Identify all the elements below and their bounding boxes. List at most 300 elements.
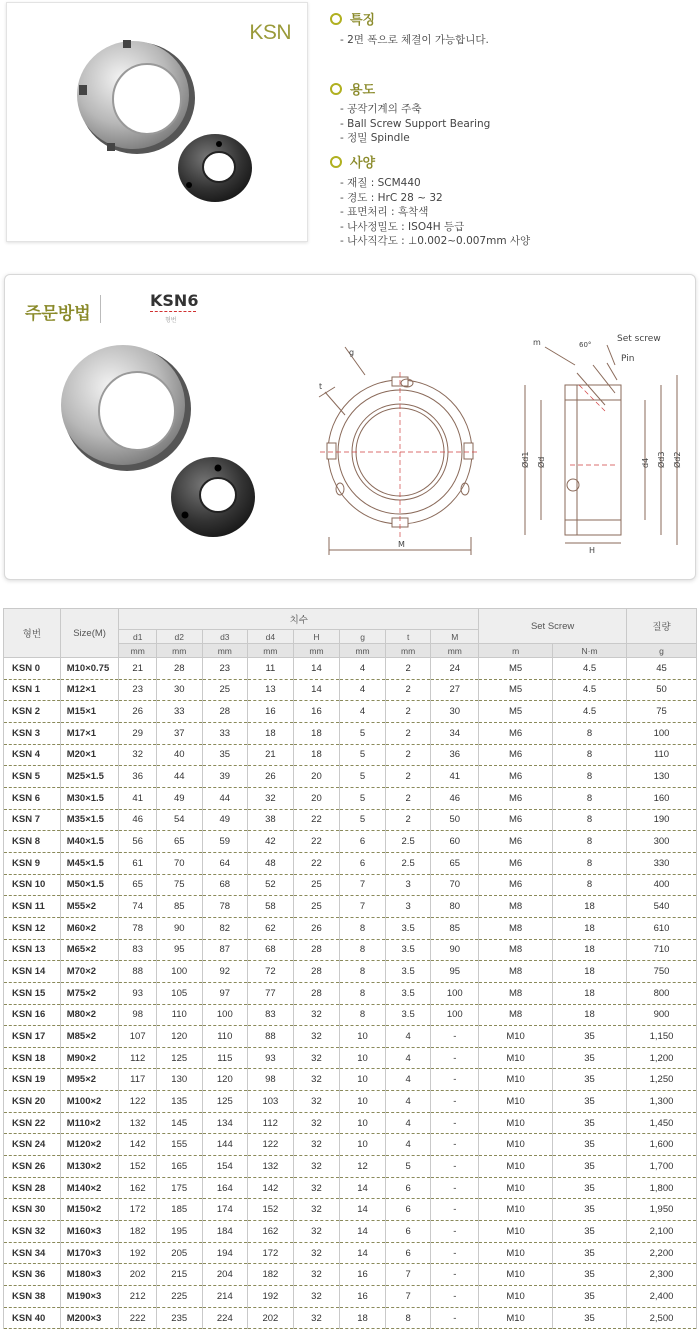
table-cell: M55×2 <box>60 896 119 918</box>
table-cell: 174 <box>202 1199 248 1221</box>
table-cell: M10 <box>479 1091 553 1113</box>
table-cell: 52 <box>248 874 294 896</box>
table-row <box>4 1242 697 1264</box>
table-cell: 132 <box>119 1112 156 1134</box>
table-cell: M60×2 <box>60 917 119 939</box>
table-cell: 125 <box>156 1047 202 1069</box>
table-cell: 36 <box>119 766 156 788</box>
order-code-underline <box>150 311 196 312</box>
table-cell: M50×1.5 <box>60 874 119 896</box>
table-cell: 8 <box>553 874 627 896</box>
table-cell: 90 <box>156 917 202 939</box>
table-cell: KSN 2 <box>4 701 61 723</box>
table-row <box>4 1026 697 1048</box>
table-cell: 8 <box>385 1307 431 1329</box>
table-cell: M180×3 <box>60 1264 119 1286</box>
table-cell: 11 <box>248 658 294 680</box>
table-cell: 65 <box>431 852 479 874</box>
table-cell: KSN 17 <box>4 1026 61 1048</box>
table-cell: M6 <box>479 787 553 809</box>
table-cell: 110 <box>202 1026 248 1048</box>
table-cell: 115 <box>202 1047 248 1069</box>
table-cell: 32 <box>293 1199 340 1221</box>
table-cell: 35 <box>553 1134 627 1156</box>
table-cell: M10 <box>479 1112 553 1134</box>
order-code-caption: 형번 <box>165 317 177 324</box>
table-cell: 2 <box>385 722 431 744</box>
table-cell: 35 <box>553 1177 627 1199</box>
table-cell: 32 <box>293 1221 340 1243</box>
bullet-circle-icon <box>330 156 342 168</box>
table-row <box>4 852 697 874</box>
table-cell: 10 <box>340 1112 386 1134</box>
table-cell: 25 <box>293 874 340 896</box>
table-cell: 68 <box>202 874 248 896</box>
table-cell: 900 <box>627 1004 697 1026</box>
table-cell: 36 <box>431 744 479 766</box>
table-cell: 90 <box>431 939 479 961</box>
table-cell: 32 <box>293 1112 340 1134</box>
list-item: - 나사정밀도 : ISO4H 등급 <box>340 220 465 233</box>
table-cell: - <box>431 1286 479 1308</box>
table-cell: 1,450 <box>627 1112 697 1134</box>
table-cell: 152 <box>119 1156 156 1178</box>
dim-label-t: t <box>319 382 323 391</box>
table-cell: 23 <box>202 658 248 680</box>
table-cell: 16 <box>340 1264 386 1286</box>
table-cell: KSN 14 <box>4 961 61 983</box>
table-cell: M40×1.5 <box>60 831 119 853</box>
table-row <box>4 961 697 983</box>
table-cell: - <box>431 1307 479 1329</box>
table-cell: 3.5 <box>385 982 431 1004</box>
list-item: - 정밀 Spindle <box>340 132 410 144</box>
table-cell: 22 <box>293 831 340 853</box>
table-cell: - <box>431 1156 479 1178</box>
table-cell: 185 <box>156 1199 202 1221</box>
table-cell: 5 <box>340 744 386 766</box>
table-cell: 35 <box>553 1091 627 1113</box>
table-cell: M10 <box>479 1047 553 1069</box>
table-cell: M100×2 <box>60 1091 119 1113</box>
table-cell: KSN 26 <box>4 1156 61 1178</box>
table-cell: 88 <box>119 961 156 983</box>
table-cell: 165 <box>156 1156 202 1178</box>
table-cell: 82 <box>202 917 248 939</box>
table-cell: 21 <box>119 658 156 680</box>
table-cell: 14 <box>340 1177 386 1199</box>
table-cell: 182 <box>119 1221 156 1243</box>
table-cell: M8 <box>479 961 553 983</box>
header-unit: mm <box>119 644 156 658</box>
table-cell: 8 <box>553 766 627 788</box>
model-label: KSN <box>249 21 291 44</box>
table-cell: 40 <box>156 744 202 766</box>
table-cell: M160×3 <box>60 1221 119 1243</box>
table-row <box>4 1156 697 1178</box>
table-cell: - <box>431 1069 479 1091</box>
table-cell: 2,300 <box>627 1264 697 1286</box>
table-cell: 214 <box>202 1286 248 1308</box>
table-cell: 65 <box>156 831 202 853</box>
table-cell: 142 <box>248 1177 294 1199</box>
header-weight: 질량 <box>627 609 697 644</box>
table-cell: 202 <box>248 1307 294 1329</box>
table-row <box>4 874 697 896</box>
table-cell: 18 <box>293 744 340 766</box>
table-cell: KSN 38 <box>4 1286 61 1308</box>
table-cell: 35 <box>553 1221 627 1243</box>
bullet-circle-icon <box>330 13 342 25</box>
table-cell: 225 <box>156 1286 202 1308</box>
table-cell: KSN 16 <box>4 1004 61 1026</box>
table-cell: KSN 30 <box>4 1199 61 1221</box>
divider <box>100 295 101 323</box>
table-cell: M30×1.5 <box>60 787 119 809</box>
table-cell: 18 <box>553 961 627 983</box>
table-cell: KSN 18 <box>4 1047 61 1069</box>
table-cell: 3 <box>385 896 431 918</box>
table-cell: 103 <box>248 1091 294 1113</box>
table-cell: KSN 0 <box>4 658 61 680</box>
table-cell: 32 <box>293 1307 340 1329</box>
table-cell: 10 <box>340 1069 386 1091</box>
table-cell: KSN 5 <box>4 766 61 788</box>
table-row <box>4 1112 697 1134</box>
table-cell: M200×3 <box>60 1307 119 1329</box>
table-cell: KSN 4 <box>4 744 61 766</box>
dim-label-d3: Ød3 <box>657 451 666 468</box>
table-row <box>4 1199 697 1221</box>
table-cell: 35 <box>553 1026 627 1048</box>
dim-label-d: Ød <box>537 456 546 468</box>
table-cell: M170×3 <box>60 1242 119 1264</box>
table-cell: 35 <box>553 1199 627 1221</box>
table-cell: 83 <box>248 1004 294 1026</box>
table-cell: 215 <box>156 1264 202 1286</box>
table-cell: 32 <box>293 1286 340 1308</box>
table-cell: 5 <box>340 787 386 809</box>
table-cell: 1,200 <box>627 1047 697 1069</box>
table-cell: 6 <box>340 831 386 853</box>
table-cell: 222 <box>119 1307 156 1329</box>
table-cell: 10 <box>340 1026 386 1048</box>
table-row <box>4 1177 697 1199</box>
table-cell: 1,800 <box>627 1177 697 1199</box>
table-cell: M10 <box>479 1177 553 1199</box>
table-cell: 61 <box>119 852 156 874</box>
header-unit: g <box>627 644 697 658</box>
list-item: - 재질 : SCM440 <box>340 177 421 189</box>
header-unit: m <box>479 644 553 658</box>
table-cell: 8 <box>553 722 627 744</box>
table-cell: 87 <box>202 939 248 961</box>
table-cell: 28 <box>156 658 202 680</box>
table-cell: 22 <box>293 809 340 831</box>
table-cell: 26 <box>293 917 340 939</box>
table-cell: 4 <box>340 679 386 701</box>
table-cell: 172 <box>119 1199 156 1221</box>
table-cell: 32 <box>293 1004 340 1026</box>
table-cell: 24 <box>431 658 479 680</box>
table-cell: 41 <box>431 766 479 788</box>
table-cell: KSN 22 <box>4 1112 61 1134</box>
dim-label-d1: Ød1 <box>521 451 530 468</box>
table-cell: 110 <box>156 1004 202 1026</box>
table-cell: - <box>431 1242 479 1264</box>
table-cell: 132 <box>248 1156 294 1178</box>
table-cell: 130 <box>156 1069 202 1091</box>
table-cell: - <box>431 1047 479 1069</box>
table-row <box>4 831 697 853</box>
table-cell: 50 <box>627 679 697 701</box>
table-cell: 1,950 <box>627 1199 697 1221</box>
table-cell: 204 <box>202 1264 248 1286</box>
table-cell: 2 <box>385 658 431 680</box>
table-row <box>4 982 697 1004</box>
table-cell: 2,400 <box>627 1286 697 1308</box>
table-cell: 3.5 <box>385 917 431 939</box>
table-cell: 10 <box>340 1091 386 1113</box>
table-cell: M95×2 <box>60 1069 119 1091</box>
table-cell: 155 <box>156 1134 202 1156</box>
product-photo-box <box>6 2 308 242</box>
table-cell: M10 <box>479 1026 553 1048</box>
order-code: KSN6 <box>150 291 199 310</box>
header-dim-m: M <box>431 630 479 644</box>
table-cell: 30 <box>431 701 479 723</box>
list-item: - 표면처리 : 흑착색 <box>340 206 429 218</box>
table-row <box>4 1134 697 1156</box>
table-cell: 64 <box>202 852 248 874</box>
table-cell: 54 <box>156 809 202 831</box>
table-cell: 212 <box>119 1286 156 1308</box>
table-cell: 95 <box>156 939 202 961</box>
table-cell: 4 <box>340 658 386 680</box>
table-cell: KSN 7 <box>4 809 61 831</box>
table-cell: 18 <box>248 722 294 744</box>
table-row <box>4 896 697 918</box>
table-cell: 610 <box>627 917 697 939</box>
table-cell: 120 <box>202 1069 248 1091</box>
table-cell: M17×1 <box>60 722 119 744</box>
table-cell: - <box>431 1264 479 1286</box>
table-cell: M140×2 <box>60 1177 119 1199</box>
table-cell: 172 <box>248 1242 294 1264</box>
table-cell: M6 <box>479 766 553 788</box>
table-cell: KSN 8 <box>4 831 61 853</box>
table-cell: 46 <box>119 809 156 831</box>
table-cell: 2,200 <box>627 1242 697 1264</box>
dim-label-angle: 60° <box>579 341 592 349</box>
side-view-drawing <box>505 325 695 555</box>
table-cell: M35×1.5 <box>60 809 119 831</box>
table-cell: 152 <box>248 1199 294 1221</box>
table-cell: 125 <box>202 1091 248 1113</box>
table-cell: 50 <box>431 809 479 831</box>
table-cell: 21 <box>248 744 294 766</box>
table-cell: 32 <box>293 1156 340 1178</box>
table-cell: M6 <box>479 852 553 874</box>
table-cell: 58 <box>248 896 294 918</box>
table-cell: 16 <box>248 701 294 723</box>
table-cell: 4 <box>385 1047 431 1069</box>
header-unit: mm <box>431 644 479 658</box>
table-cell: 28 <box>293 961 340 983</box>
table-cell: 2,100 <box>627 1221 697 1243</box>
table-cell: M10 <box>479 1286 553 1308</box>
table-cell: 2.5 <box>385 831 431 853</box>
table-cell: 30 <box>156 679 202 701</box>
table-cell: 710 <box>627 939 697 961</box>
table-cell: 160 <box>627 787 697 809</box>
table-cell: KSN 19 <box>4 1069 61 1091</box>
table-cell: 4.5 <box>553 679 627 701</box>
table-cell: 33 <box>202 722 248 744</box>
table-cell: KSN 15 <box>4 982 61 1004</box>
table-cell: 44 <box>156 766 202 788</box>
table-cell: 540 <box>627 896 697 918</box>
table-cell: 32 <box>293 1047 340 1069</box>
table-cell: 78 <box>119 917 156 939</box>
table-cell: 18 <box>553 982 627 1004</box>
table-cell: 1,300 <box>627 1091 697 1113</box>
table-cell: 35 <box>553 1264 627 1286</box>
table-cell: 35 <box>553 1047 627 1069</box>
table-cell: 18 <box>553 896 627 918</box>
table-cell: KSN 10 <box>4 874 61 896</box>
table-cell: 3 <box>385 874 431 896</box>
table-cell: 5 <box>340 809 386 831</box>
table-cell: KSN 32 <box>4 1221 61 1243</box>
table-cell: M10 <box>479 1134 553 1156</box>
table-cell: 23 <box>119 679 156 701</box>
table-cell: 330 <box>627 852 697 874</box>
table-cell: 120 <box>156 1026 202 1048</box>
table-cell: 8 <box>553 831 627 853</box>
list-item: - 공작기계의 주축 <box>340 103 422 115</box>
table-cell: 112 <box>119 1047 156 1069</box>
table-cell: 4 <box>340 701 386 723</box>
features-title: 특징 <box>330 9 375 28</box>
front-view-drawing <box>305 337 495 567</box>
table-cell: M80×2 <box>60 1004 119 1026</box>
table-cell: M5 <box>479 658 553 680</box>
header-name: 형번 <box>4 609 61 658</box>
spec-table <box>3 608 697 1329</box>
table-cell: M8 <box>479 896 553 918</box>
table-row <box>4 787 697 809</box>
table-cell: 18 <box>340 1307 386 1329</box>
table-cell: 8 <box>553 787 627 809</box>
table-cell: KSN 34 <box>4 1242 61 1264</box>
table-cell: 35 <box>202 744 248 766</box>
table-cell: M120×2 <box>60 1134 119 1156</box>
table-cell: M10 <box>479 1307 553 1329</box>
header-dim-t: t <box>385 630 431 644</box>
table-cell: 2.5 <box>385 852 431 874</box>
header-dim-d2: d2 <box>156 630 202 644</box>
header-unit: mm <box>156 644 202 658</box>
table-cell: M65×2 <box>60 939 119 961</box>
table-cell: M10 <box>479 1264 553 1286</box>
table-cell: M5 <box>479 679 553 701</box>
table-cell: 32 <box>293 1264 340 1286</box>
table-cell: 32 <box>293 1069 340 1091</box>
table-cell: 48 <box>248 852 294 874</box>
table-cell: M12×1 <box>60 679 119 701</box>
table-cell: 85 <box>431 917 479 939</box>
table-cell: 10 <box>340 1134 386 1156</box>
table-cell: M75×2 <box>60 982 119 1004</box>
table-cell: 83 <box>119 939 156 961</box>
table-cell: 32 <box>293 1242 340 1264</box>
table-cell: KSN 28 <box>4 1177 61 1199</box>
table-cell: M10 <box>479 1221 553 1243</box>
table-cell: 14 <box>340 1242 386 1264</box>
table-cell: 7 <box>385 1286 431 1308</box>
table-cell: M10×0.75 <box>60 658 119 680</box>
table-cell: 400 <box>627 874 697 896</box>
table-cell: 35 <box>553 1286 627 1308</box>
table-cell: 2 <box>385 679 431 701</box>
table-cell: 28 <box>293 982 340 1004</box>
list-item: - Ball Screw Support Bearing <box>340 117 491 130</box>
table-cell: M8 <box>479 917 553 939</box>
table-cell: 49 <box>202 809 248 831</box>
table-cell: 154 <box>202 1156 248 1178</box>
table-cell: 85 <box>156 896 202 918</box>
table-cell: 110 <box>627 744 697 766</box>
table-cell: 6 <box>385 1199 431 1221</box>
dim-label-M: M <box>398 540 405 549</box>
table-cell: 8 <box>340 982 386 1004</box>
table-cell: 8 <box>553 744 627 766</box>
table-cell: 62 <box>248 917 294 939</box>
table-cell: 10 <box>340 1047 386 1069</box>
table-cell: M70×2 <box>60 961 119 983</box>
table-cell: 20 <box>293 766 340 788</box>
table-cell: 72 <box>248 961 294 983</box>
table-cell: 14 <box>293 658 340 680</box>
table-cell: M25×1.5 <box>60 766 119 788</box>
table-cell: 144 <box>202 1134 248 1156</box>
header-unit: mm <box>293 644 340 658</box>
table-cell: 97 <box>202 982 248 1004</box>
table-cell: - <box>431 1221 479 1243</box>
table-cell: 70 <box>156 852 202 874</box>
table-cell: M190×3 <box>60 1286 119 1308</box>
dim-label-m: m <box>533 338 541 347</box>
specs-title: 사양 <box>330 152 375 171</box>
table-cell: 18 <box>553 939 627 961</box>
table-row <box>4 744 697 766</box>
table-cell: 70 <box>431 874 479 896</box>
table-cell: 80 <box>431 896 479 918</box>
table-cell: 8 <box>340 939 386 961</box>
table-cell: 175 <box>156 1177 202 1199</box>
table-cell: 6 <box>385 1221 431 1243</box>
table-cell: 14 <box>340 1221 386 1243</box>
table-cell: 39 <box>202 766 248 788</box>
table-cell: 34 <box>431 722 479 744</box>
table-cell: 98 <box>248 1069 294 1091</box>
table-cell: 117 <box>119 1069 156 1091</box>
table-cell: 77 <box>248 982 294 1004</box>
table-cell: 100 <box>156 961 202 983</box>
table-cell: 4.5 <box>553 658 627 680</box>
table-row <box>4 766 697 788</box>
